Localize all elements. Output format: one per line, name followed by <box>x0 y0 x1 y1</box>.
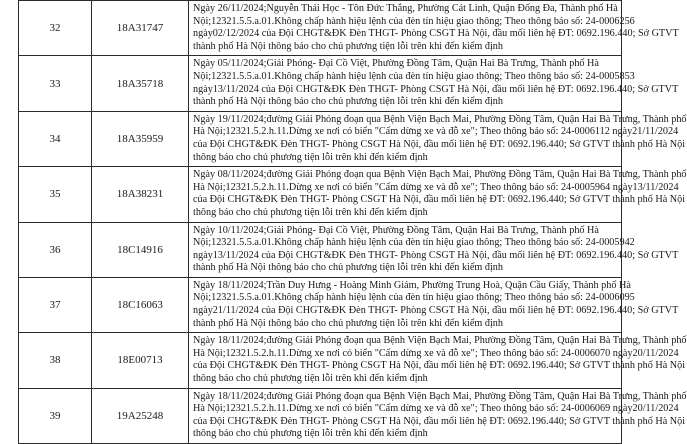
description-line: ngày21/11/2024 của Đội CHGT&ĐK Đèn THGT- Phòng CSGT Hà Nội, đầu mối liên hệ ĐT: 0692.196.440; Sở GTVT <box>193 305 679 317</box>
license-plate: 18A38231 <box>92 167 189 222</box>
violation-description <box>189 56 679 111</box>
violation-description <box>189 111 687 166</box>
table-row <box>19 167 622 222</box>
violation-description <box>189 277 679 332</box>
description-line: của Đội CHGT&ĐK Đèn THGT- Phòng CSGT Hà Nội, đầu mối liên hệ ĐT: 0692.196.440; Sở GTVT thành phố Hà Nội <box>193 360 686 372</box>
description-line: thành phố Hà Nội thông báo cho chủ phương tiện lỗi trên khi đến kiểm định <box>193 96 503 108</box>
description-line: Nội;12321.5.5.a.01.Không chấp hành hiệu lệnh của đèn tín hiệu giao thông; Theo thông báo số: 24-0005853 <box>193 70 635 82</box>
description-line: Hà Nội;12321.5.2.h.11.Dừng xe nơi có biển "Cấm dừng xe và đỗ xe"; Theo thông báo số: 24-0006070 ngày20/11/2024 <box>193 347 679 359</box>
violation-description <box>189 333 687 388</box>
license-plate: 19A25248 <box>92 388 189 443</box>
table-row <box>19 277 622 332</box>
document-page <box>18 0 687 440</box>
description-line: ngày02/12/2024 của Đội CHGT&ĐK Đèn THGT- Phòng CSGT Hà Nội, đầu mối liên hệ ĐT: 0692.196.440; Sở GTVT <box>193 28 679 40</box>
license-plate: 18C16063 <box>92 277 189 332</box>
description-line: Hà Nội;12321.5.2.h.11.Dừng xe nơi có biển "Cấm dừng xe và đỗ xe"; Theo thông báo số: 24-0006112 ngày21/11/2024 <box>193 126 679 138</box>
table-row <box>19 222 622 277</box>
description-line: ngày13/11/2024 của Đội CHGT&ĐK Đèn THGT- Phòng CSGT Hà Nội, đầu mối liên hệ ĐT: 0692.196.440; Sở GTVT <box>193 249 679 261</box>
table-row <box>19 333 622 388</box>
license-plate: 18C14916 <box>92 222 189 277</box>
description-line: thành phố Hà Nội thông báo cho chủ phương tiện lỗi trên khi đến kiểm định <box>193 317 503 329</box>
description-line: thành phố Hà Nội thông báo cho chủ phương tiện lỗi trên khi đến kiểm định <box>193 262 503 274</box>
license-plate: 18E00713 <box>92 333 189 388</box>
violation-description <box>189 167 687 222</box>
row-number: 36 <box>19 222 92 277</box>
description-line: của Đội CHGT&ĐK Đèn THGT- Phòng CSGT Hà Nội, đầu mối liên hệ ĐT: 0692.196.440; Sở GTVT thành phố Hà Nội <box>193 415 686 427</box>
row-number: 35 <box>19 167 92 222</box>
violation-description <box>189 1 679 56</box>
description-line: thông báo cho chủ phương tiện lỗi trên khi đến kiểm định <box>193 206 428 218</box>
violation-description <box>189 388 687 443</box>
description-line: Nội;12321.5.5.a.01.Không chấp hành hiệu lệnh của đèn tín hiệu giao thông; Theo thông báo số: 24-0006256 <box>193 15 635 27</box>
description-line: của Đội CHGT&ĐK Đèn THGT- Phòng CSGT Hà Nội, đầu mối liên hệ ĐT: 0692.196.440; Sở GTVT thành phố Hà Nội <box>193 194 686 206</box>
table-row <box>19 56 622 111</box>
table-row <box>19 111 622 166</box>
row-number: 37 <box>19 277 92 332</box>
description-line: Ngày 26/11/2024;Nguyễn Thái Học - Tôn Đức Thắng, Phường Cát Linh, Quận Đống Đa, Thành phố Hà <box>193 3 618 14</box>
description-line: Ngày 18/11/2024;đường Giải Phóng đoạn qua Bệnh Viện Bạch Mai, Phường Đồng Tâm, Quận Hai Bà Trưng, Thành phố <box>193 390 687 402</box>
table-row <box>19 1 622 56</box>
description-line: thông báo cho chủ phương tiện lỗi trên khi đến kiểm định <box>193 151 428 163</box>
license-plate: 18A31747 <box>92 1 189 56</box>
description-line: Ngày 10/11/2024;Giải Phóng- Đại Cồ Việt, Phường Đồng Tâm, Quận Hai Bà Trưng, Thành phố Hà <box>193 224 599 236</box>
description-line: Ngày 05/11/2024;Giải Phóng- Đại Cồ Việt, Phường Đồng Tâm, Quận Hai Bà Trưng, Thành phố Hà <box>193 58 599 70</box>
table-row <box>19 388 622 443</box>
row-number: 38 <box>19 333 92 388</box>
description-line: Ngày 18/11/2024;Trần Duy Hưng - Hoàng Minh Giám, Phường Trung Hoà, Quận Cầu Giấy, Thành phố Hà <box>193 279 631 291</box>
description-line: ngày13/11/2024 của Đội CHGT&ĐK Đèn THGT- Phòng CSGT Hà Nội, đầu mối liên hệ ĐT: 0692.196.440; Sở GTVT <box>193 83 679 95</box>
row-number: 32 <box>19 1 92 56</box>
license-plate: 18A35718 <box>92 56 189 111</box>
description-line: Ngày 18/11/2024;đường Giải Phóng đoạn qua Bệnh Viện Bạch Mai, Phường Đồng Tâm, Quận Hai Bà Trưng, Thành phố <box>193 335 687 347</box>
row-number: 33 <box>19 56 92 111</box>
description-line: Nội;12321.5.5.a.01.Không chấp hành hiệu lệnh của đèn tín hiệu giao thông; Theo thông báo số: 24-0006095 <box>193 292 635 304</box>
description-line: thành phố Hà Nội thông báo cho chủ phương tiện lỗi trên khi đến kiểm định <box>193 40 503 52</box>
license-plate: 18A35959 <box>92 111 189 166</box>
description-line: thông báo cho chủ phương tiện lỗi trên khi đến kiểm định <box>193 428 428 440</box>
row-number: 39 <box>19 388 92 443</box>
description-line: Hà Nội;12321.5.2.h.11.Dừng xe nơi có biển "Cấm dừng xe và đỗ xe"; Theo thông báo số: 24-0005964 ngày13/11/2024 <box>193 181 679 193</box>
description-line: của Đội CHGT&ĐK Đèn THGT- Phòng CSGT Hà Nội, đầu mối liên hệ ĐT: 0692.196.440; Sở GTVT thành phố Hà Nội <box>193 138 686 150</box>
description-line: Ngày 08/11/2024;đường Giải Phóng đoạn qua Bệnh Viện Bạch Mai, Phường Đồng Tâm, Quận Hai Bà Trưng, Thành phố <box>193 169 687 181</box>
description-line: Nội;12321.5.5.a.01.Không chấp hành hiệu lệnh của đèn tín hiệu giao thông; Theo thông báo số: 24-0005942 <box>193 237 635 249</box>
violations-table <box>18 0 687 444</box>
row-number: 34 <box>19 111 92 166</box>
violation-description <box>189 222 679 277</box>
description-line: Hà Nội;12321.5.2.h.11.Dừng xe nơi có biển "Cấm dừng xe và đỗ xe"; Theo thông báo số: 24-0006069 ngày20/11/2024 <box>193 403 679 415</box>
description-line: Ngày 19/11/2024;đường Giải Phóng đoạn qua Bệnh Viện Bạch Mai, Phường Đồng Tâm, Quận Hai Bà Trưng, Thành phố <box>193 113 687 125</box>
description-line: thông báo cho chủ phương tiện lỗi trên khi đến kiểm định <box>193 373 428 385</box>
